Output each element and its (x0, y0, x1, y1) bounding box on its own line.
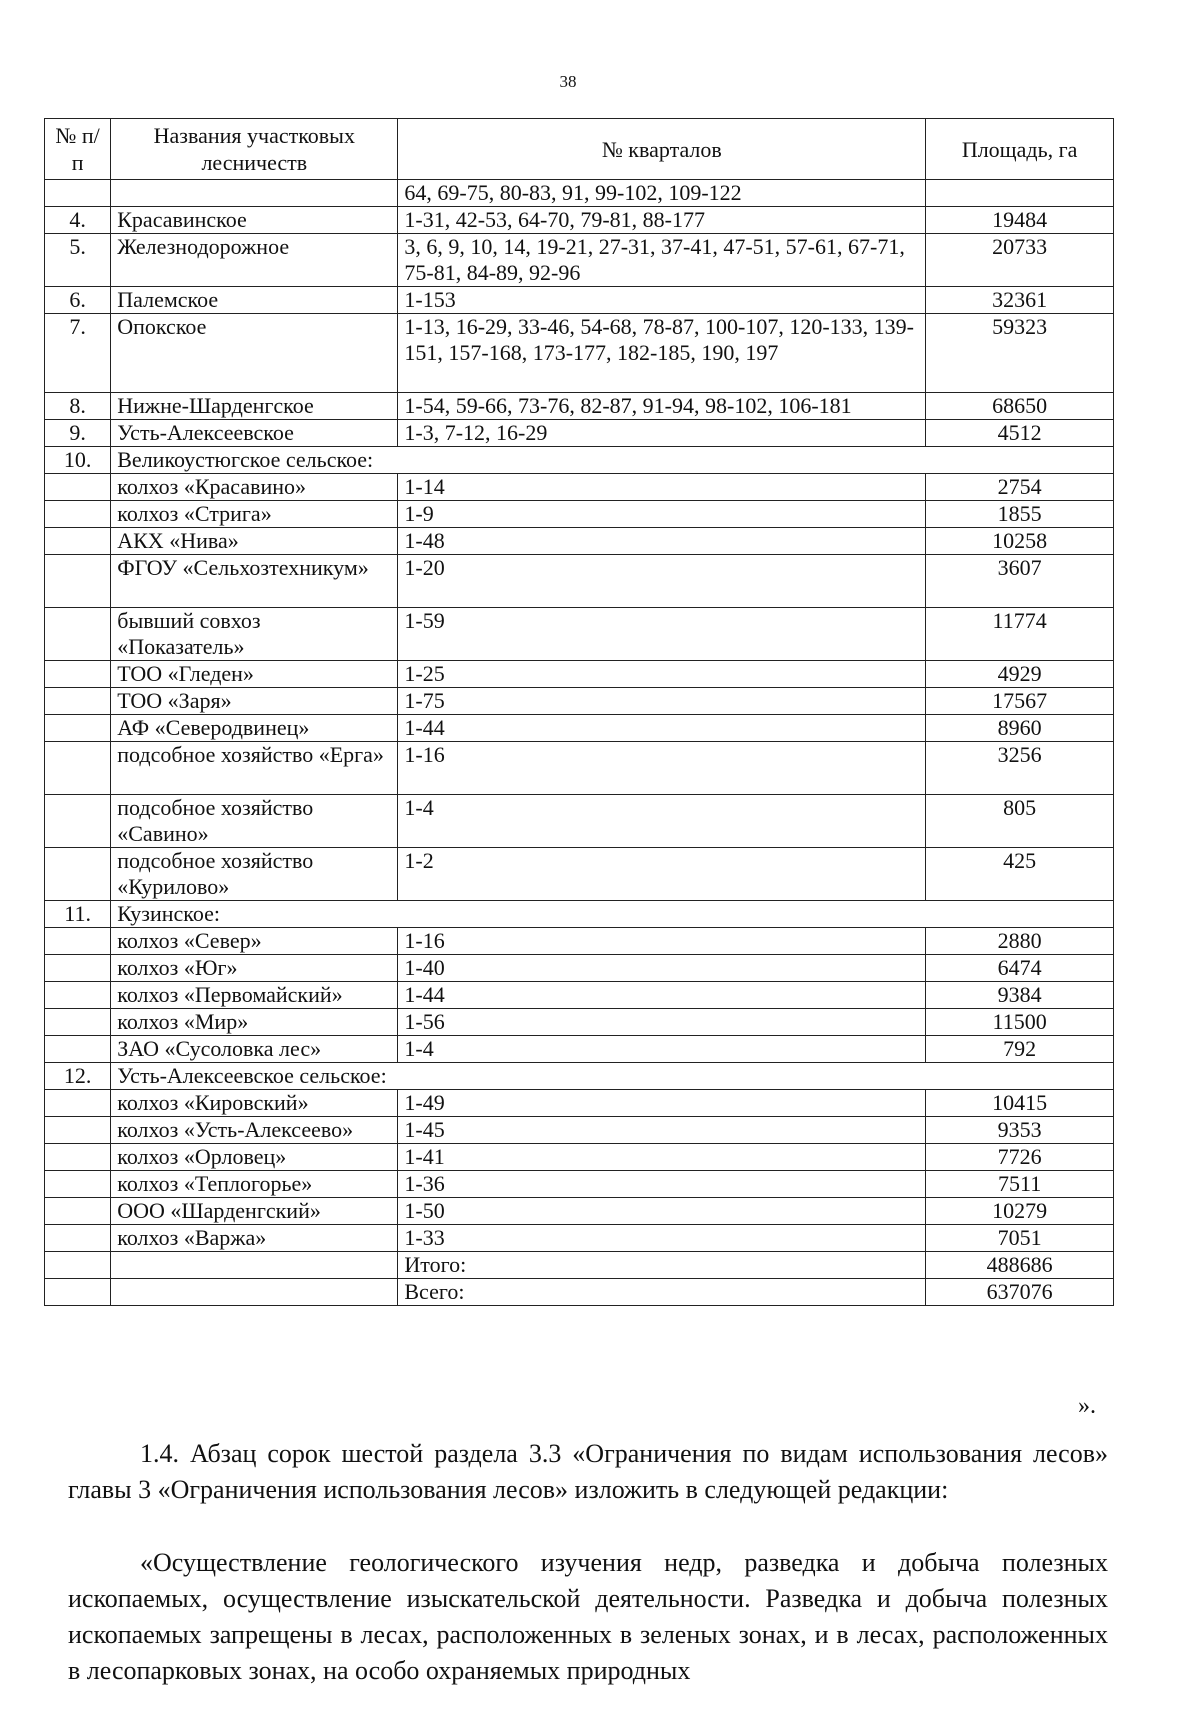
row-number (45, 1279, 111, 1306)
row-name (111, 1279, 398, 1306)
row-area: 4929 (926, 661, 1114, 688)
row-quarters: 1-25 (398, 661, 926, 688)
table-row (45, 742, 1114, 795)
row-quarters: 64, 69-75, 80-83, 91, 99-102, 109-122 (398, 180, 926, 207)
table-row (45, 982, 1114, 1009)
row-quarters: 1-31, 42-53, 64-70, 79-81, 88-177 (398, 207, 926, 234)
table-row (45, 608, 1114, 661)
row-quarters: 1-36 (398, 1171, 926, 1198)
row-name: ТОО «Заря» (111, 688, 398, 715)
row-number (45, 474, 111, 501)
row-quarters: 1-54, 59-66, 73-76, 82-87, 91-94, 98-102, 106-181 (398, 393, 926, 420)
row-area: 2880 (926, 928, 1114, 955)
row-name: колхоз «Орловец» (111, 1144, 398, 1171)
row-area: 11500 (926, 1009, 1114, 1036)
paragraph: «Осуществление геологического изучения недр, разведка и добыча полезных ископаемых, осуществление изыскательской деятельности. Разведка и добыча полезных ископаемых запрещены в лесах, расположенных в зеленых зонах, и в лесах, расположенных в лесопарковых зонах, на особо охраняемых природных (68, 1548, 1108, 1685)
row-area: 805 (926, 795, 1114, 848)
row-name: колхоз «Кировский» (111, 1090, 398, 1117)
row-number: 4. (45, 207, 111, 234)
row-area: 2754 (926, 474, 1114, 501)
table-row (45, 1009, 1114, 1036)
table-row (45, 393, 1114, 420)
table-header-row (45, 119, 1114, 180)
row-number (45, 1225, 111, 1252)
row-quarters: 1-3, 7-12, 16-29 (398, 420, 926, 447)
row-name: ООО «Шарденгский» (111, 1198, 398, 1225)
table-row (45, 1225, 1114, 1252)
row-quarters: 1-48 (398, 528, 926, 555)
row-name (111, 180, 398, 207)
row-number: 11. (45, 901, 111, 928)
row-quarters: 3, 6, 9, 10, 14, 19-21, 27-31, 37-41, 47-51, 57-61, 67-71, 75-81, 84-89, 92-96 (398, 234, 926, 287)
section-title: Великоустюгское сельское: (111, 447, 1114, 474)
row-area: 11774 (926, 608, 1114, 661)
row-number (45, 955, 111, 982)
row-quarters: 1-153 (398, 287, 926, 314)
row-name: колхоз «Север» (111, 928, 398, 955)
row-quarters: 1-41 (398, 1144, 926, 1171)
row-name: колхоз «Мир» (111, 1009, 398, 1036)
row-name: ФГОУ «Сельхозтехникум» (111, 555, 398, 608)
subtotal-label: Итого: (398, 1252, 926, 1279)
row-number (45, 795, 111, 848)
row-name: Нижне-Шарденгское (111, 393, 398, 420)
paragraph: 1.4. Абзац сорок шестой раздела 3.3 «Ограничения по видам использования лесов» главы 3 «Ограничения использования лесов» изложить в следующей редакции: (68, 1439, 1108, 1504)
header-area: Площадь, га (926, 119, 1114, 180)
total-label: Всего: (398, 1279, 926, 1306)
row-quarters: 1-20 (398, 555, 926, 608)
row-number (45, 928, 111, 955)
row-name: колхоз «Красавино» (111, 474, 398, 501)
row-name: АФ «Северодвинец» (111, 715, 398, 742)
header-quarters: № кварталов (398, 119, 926, 180)
row-number (45, 1198, 111, 1225)
section-title: Усть-Алексеевское сельское: (111, 1063, 1114, 1090)
closing-quote: ». (1078, 1393, 1096, 1419)
table-row (45, 314, 1114, 393)
table-row (45, 1036, 1114, 1063)
row-name: Красавинское (111, 207, 398, 234)
row-quarters: 1-16 (398, 742, 926, 795)
row-quarters: 1-44 (398, 715, 926, 742)
row-name: подсобное хозяйство «Курилово» (111, 848, 398, 901)
table-row (45, 848, 1114, 901)
row-name: Опокское (111, 314, 398, 393)
row-area: 20733 (926, 234, 1114, 287)
table-row (45, 234, 1114, 287)
row-name (111, 1252, 398, 1279)
subtotal-value: 488686 (926, 1252, 1114, 1279)
row-quarters: 1-45 (398, 1117, 926, 1144)
row-name: подсобное хозяйство «Ерга» (111, 742, 398, 795)
section-title: Кузинское: (111, 901, 1114, 928)
section-row (45, 447, 1114, 474)
row-area: 10279 (926, 1198, 1114, 1225)
row-number (45, 982, 111, 1009)
table-row (45, 555, 1114, 608)
row-number (45, 555, 111, 608)
row-area: 425 (926, 848, 1114, 901)
row-area: 7726 (926, 1144, 1114, 1171)
row-area: 3256 (926, 742, 1114, 795)
row-name: колхоз «Варжа» (111, 1225, 398, 1252)
row-quarters: 1-33 (398, 1225, 926, 1252)
row-quarters: 1-59 (398, 608, 926, 661)
row-number (45, 661, 111, 688)
section-row (45, 901, 1114, 928)
row-quarters: 1-40 (398, 955, 926, 982)
row-number (45, 528, 111, 555)
row-name: Палемское (111, 287, 398, 314)
table-row (45, 287, 1114, 314)
row-quarters: 1-14 (398, 474, 926, 501)
table-row (45, 207, 1114, 234)
header-number: № п/п (45, 119, 111, 180)
subtotal-row (45, 1252, 1114, 1279)
table-row (45, 1198, 1114, 1225)
row-quarters: 1-4 (398, 795, 926, 848)
row-area: 10415 (926, 1090, 1114, 1117)
row-area: 4512 (926, 420, 1114, 447)
row-area: 17567 (926, 688, 1114, 715)
row-number (45, 1009, 111, 1036)
forestry-table (44, 118, 1114, 1306)
table-row (45, 795, 1114, 848)
row-name: Усть-Алексеевское (111, 420, 398, 447)
row-area: 7511 (926, 1171, 1114, 1198)
row-number: 5. (45, 234, 111, 287)
table-row (45, 1171, 1114, 1198)
row-quarters: 1-56 (398, 1009, 926, 1036)
row-area: 3607 (926, 555, 1114, 608)
row-number: 6. (45, 287, 111, 314)
row-name: колхоз «Первомайский» (111, 982, 398, 1009)
row-quarters: 1-16 (398, 928, 926, 955)
row-area: 19484 (926, 207, 1114, 234)
row-number: 10. (45, 447, 111, 474)
table-row (45, 474, 1114, 501)
table-row (45, 180, 1114, 207)
row-number (45, 608, 111, 661)
table-row (45, 955, 1114, 982)
row-number (45, 1090, 111, 1117)
row-quarters: 1-44 (398, 982, 926, 1009)
row-area: 68650 (926, 393, 1114, 420)
row-area (926, 180, 1114, 207)
row-number (45, 1252, 111, 1279)
table-row (45, 420, 1114, 447)
row-number (45, 501, 111, 528)
row-area: 32361 (926, 287, 1114, 314)
row-name: Железнодорожное (111, 234, 398, 287)
row-number (45, 688, 111, 715)
total-value: 637076 (926, 1279, 1114, 1306)
row-name: колхоз «Юг» (111, 955, 398, 982)
row-number (45, 715, 111, 742)
table-row (45, 715, 1114, 742)
row-area: 9384 (926, 982, 1114, 1009)
total-row (45, 1279, 1114, 1306)
row-area: 1855 (926, 501, 1114, 528)
row-area: 9353 (926, 1117, 1114, 1144)
header-forestry-name: Названия участковых лесничеств (111, 119, 398, 180)
row-area: 8960 (926, 715, 1114, 742)
row-area: 7051 (926, 1225, 1114, 1252)
row-name: колхоз «Стрига» (111, 501, 398, 528)
row-number: 8. (45, 393, 111, 420)
row-area: 6474 (926, 955, 1114, 982)
row-area: 59323 (926, 314, 1114, 393)
row-quarters: 1-9 (398, 501, 926, 528)
row-number (45, 848, 111, 901)
row-name: ЗАО «Сусоловка лес» (111, 1036, 398, 1063)
table-row (45, 528, 1114, 555)
row-quarters: 1-2 (398, 848, 926, 901)
row-number: 12. (45, 1063, 111, 1090)
row-quarters: 1-49 (398, 1090, 926, 1117)
row-name: колхоз «Усть-Алексеево» (111, 1117, 398, 1144)
page-number: 38 (559, 72, 577, 91)
row-name: подсобное хозяйство «Савино» (111, 795, 398, 848)
row-number (45, 1144, 111, 1171)
row-quarters: 1-50 (398, 1198, 926, 1225)
row-quarters: 1-75 (398, 688, 926, 715)
section-row (45, 1063, 1114, 1090)
row-number: 7. (45, 314, 111, 393)
row-name: АКХ «Нива» (111, 528, 398, 555)
row-quarters: 1-13, 16-29, 33-46, 54-68, 78-87, 100-107, 120-133, 139-151, 157-168, 173-177, 182-185, 190, 197 (398, 314, 926, 393)
row-number (45, 742, 111, 795)
row-name: ТОО «Гледен» (111, 661, 398, 688)
table-row (45, 1144, 1114, 1171)
table-row (45, 1090, 1114, 1117)
table-row (45, 1117, 1114, 1144)
row-number (45, 1117, 111, 1144)
table-row (45, 501, 1114, 528)
row-area: 792 (926, 1036, 1114, 1063)
table-row (45, 928, 1114, 955)
row-number (45, 180, 111, 207)
row-number (45, 1171, 111, 1198)
table-row (45, 661, 1114, 688)
row-number: 9. (45, 420, 111, 447)
row-area: 10258 (926, 528, 1114, 555)
row-quarters: 1-4 (398, 1036, 926, 1063)
row-name: бывший совхоз «Показатель» (111, 608, 398, 661)
row-name: колхоз «Теплогорье» (111, 1171, 398, 1198)
table-row (45, 688, 1114, 715)
row-number (45, 1036, 111, 1063)
